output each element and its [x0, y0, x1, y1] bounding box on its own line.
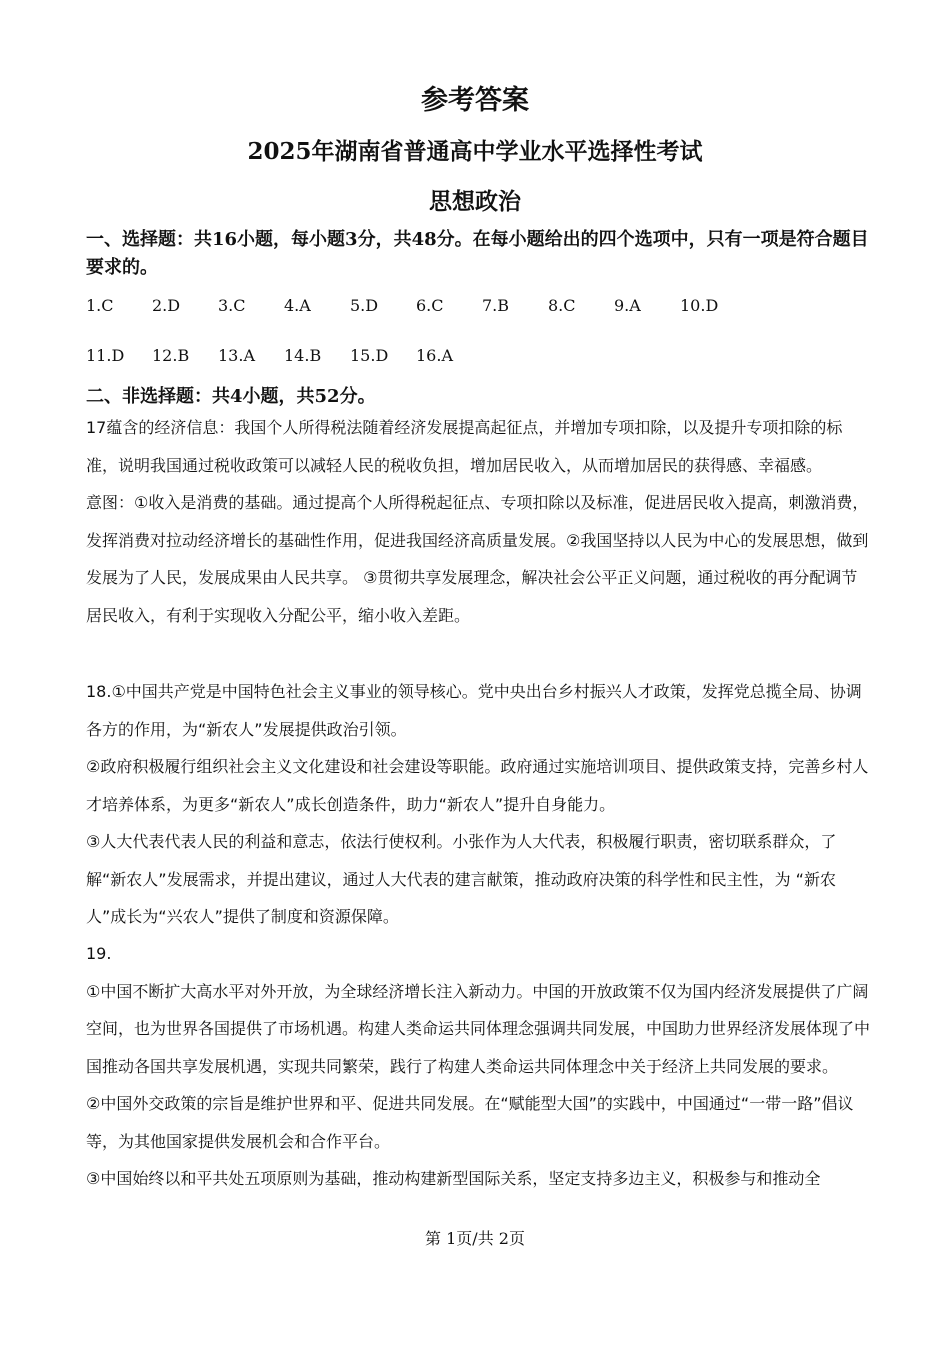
section1-heading: 一、选择题：共16小题，每小题3分，共48分。在每小题给出的四个选项中，只有一项是符合题目要求的。 [86, 229, 869, 278]
answer-item: 11.D [86, 346, 125, 365]
answer-19 [86, 935, 871, 1198]
paragraph: 19. [86, 944, 112, 963]
paragraph: ③中国始终以和平共处五项原则为基础，推动构建新型国际关系，坚定支持多边主义，积极参与和推动全 [86, 1169, 821, 1188]
paragraph: 18.①中国共产党是中国特色社会主义事业的领导核心。党中央出台乡村振兴人才政策，发挥党总揽全局、协调各方的作用，为“新农人”发展提供政治引领。 [86, 682, 862, 739]
exam-title: 2025年湖南省普通高中学业水平选择性考试 [247, 138, 703, 165]
answer-item: 12.B [152, 346, 190, 365]
answer-item: 10.D [680, 296, 719, 315]
page-title: 参考答案 [421, 85, 529, 116]
answer-item: 1.C [86, 296, 114, 315]
answer-item: 16.A [416, 346, 453, 365]
answer-row-2 [86, 346, 482, 365]
answer-item: 5.D [350, 296, 379, 315]
answer-item: 13.A [218, 346, 255, 365]
answer-item: 8.C [548, 296, 576, 315]
answer-row-1 [86, 296, 746, 315]
paragraph: 17蕴含的经济信息：我国个人所得税法随着经济发展提高起征点，并增加专项扣除，以及提升专项扣除的标准，说明我国通过税收政策可以减轻人民的税收负担，增加居民收入，从而增加居民的获得感、幸福感。 [86, 418, 843, 475]
answer-item: 15.D [350, 346, 389, 365]
answer-17 [86, 409, 871, 634]
paragraph: ①中国不断扩大高水平对外开放，为全球经济增长注入新动力。中国的开放政策不仅为国内经济发展提供了广阔空间，也为世界各国提供了市场机遇。构建人类命运共同体理念强调共同发展，中国助力世界经济发展体现了中国推动各国共享发展机遇，实现共同繁荣，践行了构建人类命运共同体理念中关于经济上共同发展的要求。 [86, 981, 871, 1076]
answer-18 [86, 673, 871, 936]
answer-item: 2.D [152, 296, 181, 315]
paragraph: ③人大代表代表人民的利益和意志，依法行使权利。小张作为人大代表，积极履行职责，密切联系群众，了解“新农人”发展需求，并提出建议，通过人大代表的建言献策，推动政府决策的科学性和民主性，为 “新农人”成长为“兴农人”提供了制度和资源保障。 [86, 832, 837, 926]
answer-item: 14.B [284, 346, 322, 365]
paragraph: 意图：①收入是消费的基础。通过提高个人所得税起征点、专项扣除以及标准，促进居民收入提高，刺激消费，发挥消费对拉动经济增长的基础性作用，促进我国经济高质量发展。②我国坚持以人民为中心的发展思想，做到发展为了人民，发展成果由人民共享。 ③贯彻共享发展理念，解决社会公平正义问题，通过税收的再分配调节居民收入，有利于实现收入分配公平，缩小收入差距。 [86, 493, 869, 625]
answer-item: 7.B [482, 296, 510, 315]
paragraph: ②政府积极履行组织社会主义文化建设和社会建设等职能。政府通过实施培训项目、提供政策支持，完善乡村人才培养体系，为更多“新农人”成长创造条件，助力“新农人”提升自身能力。 [86, 757, 869, 814]
answer-item: 3.C [218, 296, 246, 315]
subject-title: 思想政治 [429, 188, 521, 215]
answer-item: 9.A [614, 296, 641, 315]
answer-item: 4.A [284, 296, 311, 315]
paragraph: ②中国外交政策的宗旨是维护世界和平、促进共同发展。在“赋能型大国”的实践中，中国通过“一带一路”倡议等，为其他国家提供发展机会和合作平台。 [86, 1094, 854, 1151]
section2-heading: 二、非选择题：共4小题，共52分。 [86, 386, 376, 407]
page-footer: 第 1页/共 2页 [425, 1229, 525, 1248]
answer-item: 6.C [416, 296, 444, 315]
